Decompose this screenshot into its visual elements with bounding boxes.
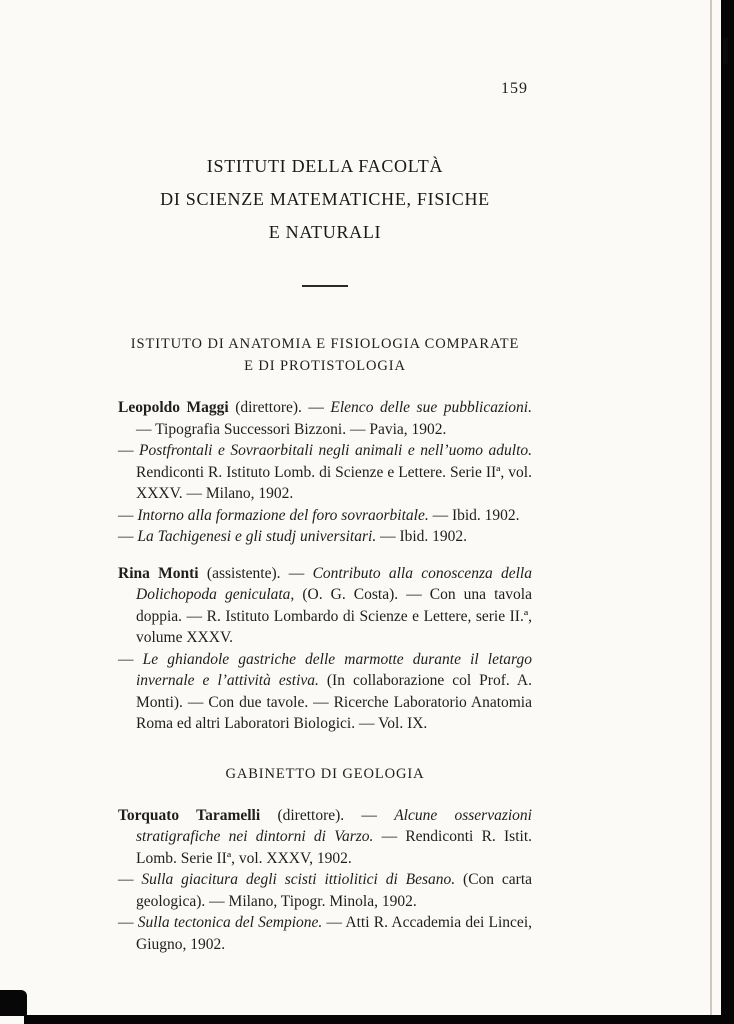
page-number: 159 bbox=[501, 80, 528, 97]
entry-text: — bbox=[118, 650, 143, 668]
entry-text: — Rendiconti R. Istit. Lomb. Serie IIª, vol. XXXV, 1902. bbox=[136, 828, 532, 867]
author-name: Rina Monti bbox=[118, 564, 199, 582]
sections bbox=[118, 333, 532, 955]
entry-text: Rendiconti R. Istituto Lomb. di Scienze e Lettere. Serie IIª, vol. XXXV. — Milano, 1902. bbox=[136, 463, 532, 502]
entry-text: — bbox=[118, 442, 139, 459]
page-title-line: DI SCIENZE MATEMATICHE, FISICHE bbox=[160, 189, 490, 209]
entry-text: (O. G. Costa). — Con una tavola doppia. — R. Istituto Lombardo di Scienze e Lettere, serie II.ª, volume XXXV. bbox=[136, 586, 532, 646]
section bbox=[118, 333, 532, 735]
scan-corner-mark bbox=[0, 990, 27, 1016]
work-title: Elenco delle sue pubblicazioni. bbox=[330, 399, 532, 416]
entry-text: — Tipografia Successori Bizzoni. — Pavia, 1902. bbox=[136, 420, 447, 438]
page-title bbox=[118, 150, 532, 249]
bibliography-entry bbox=[118, 526, 532, 548]
bibliography-entry bbox=[118, 869, 532, 912]
bibliography-entry bbox=[118, 505, 532, 527]
entry-text: (assistente). — bbox=[198, 564, 313, 582]
bibliography-entry bbox=[118, 397, 532, 440]
section-heading bbox=[118, 333, 532, 377]
work-title: Le ghiandole gastriche delle marmotte durante il letargo invernale e l’attività estiva. bbox=[136, 650, 532, 689]
entry-text: — Atti R. Accademia dei Lincei, Giugno, 1902. bbox=[136, 914, 532, 953]
scan-edge-bottom bbox=[24, 1015, 734, 1024]
section-heading-line: E DI PROTISTOLOGIA bbox=[244, 358, 406, 374]
section-heading bbox=[118, 763, 532, 785]
entry-text: — bbox=[118, 914, 138, 931]
work-title: La Tachigenesi e gli studj universitari. bbox=[137, 528, 377, 545]
page-content bbox=[118, 80, 532, 955]
author-name: Torquato Taramelli bbox=[118, 806, 261, 824]
author-name: Leopoldo Maggi bbox=[118, 399, 229, 416]
bibliography-entry bbox=[118, 912, 532, 955]
page-title-line: E NATURALI bbox=[268, 222, 382, 242]
section-heading-line: ISTITUTO DI ANATOMIA E FISIOLOGIA COMPARATE bbox=[130, 336, 520, 352]
bibliography-entry bbox=[118, 440, 532, 505]
section bbox=[118, 763, 532, 956]
scan-edge-right bbox=[721, 0, 734, 1024]
entry-text: — bbox=[118, 528, 138, 545]
entry-text: — bbox=[118, 506, 138, 524]
entry-text: — Ibid. 1902. bbox=[428, 506, 520, 524]
entry-text: (In collaborazione col Prof. A. Monti). — Con due tavole. — Ricerche Laboratorio Anatomia Roma ed altri Laboratori Biologici. — Vol. IX. bbox=[136, 672, 532, 732]
entry-text: — Ibid. 1902. bbox=[376, 528, 468, 545]
title-divider bbox=[302, 285, 348, 287]
entry-text: (Con carta geologica). — Milano, Tipogr. Minola, 1902. bbox=[136, 871, 533, 910]
work-title: Intorno alla formazione del foro sovraorbitale. bbox=[137, 506, 429, 524]
bibliography-entry bbox=[118, 805, 532, 870]
work-title: Alcune osservazioni stratigrafiche nei dintorni di Varzo. bbox=[136, 806, 532, 845]
entry-text: (direttore). — bbox=[260, 806, 395, 824]
work-title: Sulla giacitura degli scisti ittiolitici di Besano. bbox=[141, 871, 456, 888]
work-title: Contributo alla conoscenza della Dolichopoda geniculata, bbox=[136, 564, 532, 603]
entry-text: (direttore). — bbox=[228, 399, 331, 416]
scan-edge-mark bbox=[723, 38, 728, 64]
entry-text: — bbox=[118, 871, 142, 888]
bibliography-entry bbox=[118, 649, 532, 735]
section-heading-line: GABINETTO DI GEOLOGIA bbox=[225, 765, 425, 782]
work-title: Sulla tectonica del Sempione. bbox=[137, 914, 323, 931]
work-title: Postfrontali e Sovraorbitali negli animali e nell’uomo adulto. bbox=[139, 442, 533, 459]
binding-shadow bbox=[710, 0, 712, 1024]
bibliography-entry bbox=[118, 563, 532, 649]
page-title-line: ISTITUTI DELLA FACOLTÀ bbox=[206, 156, 444, 176]
